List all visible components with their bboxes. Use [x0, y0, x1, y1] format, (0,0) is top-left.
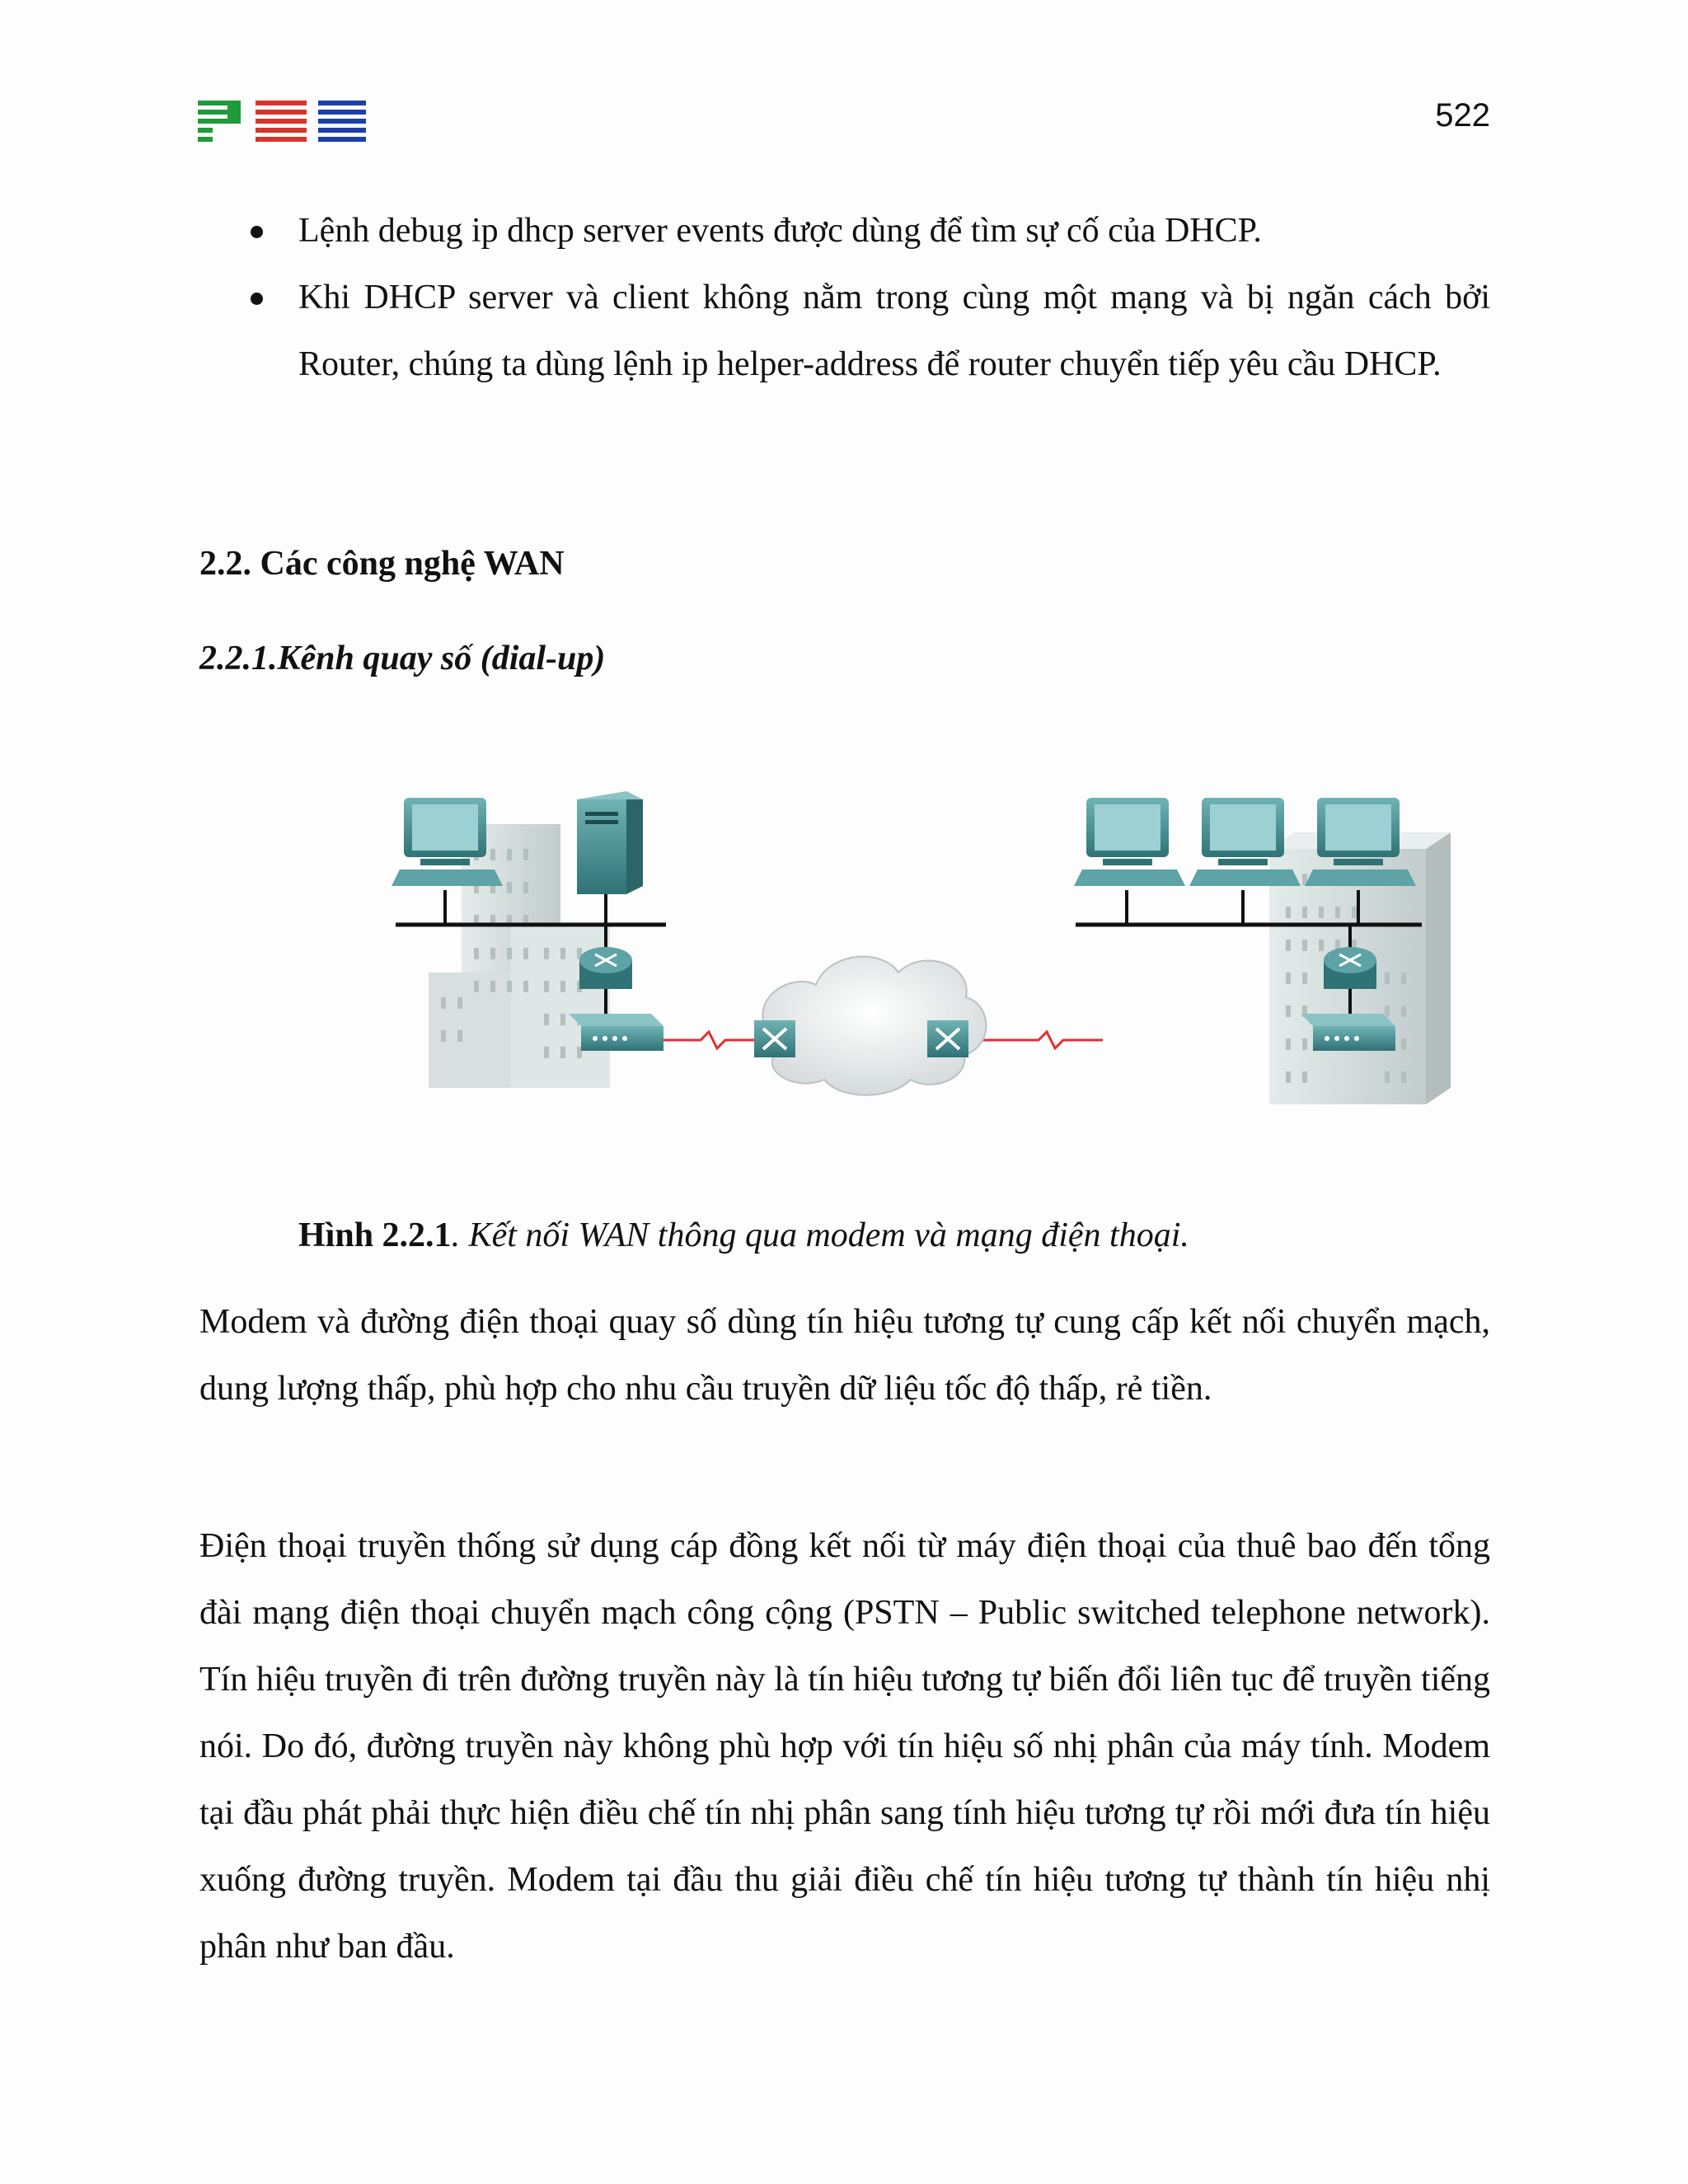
wan-dialup-diagram [379, 783, 1500, 1129]
router-icon [1324, 947, 1376, 989]
list-item-text: Lệnh debug ip dhcp server events được dùng để tìm sự cố của DHCP. [298, 212, 1262, 250]
bullet-icon [251, 293, 263, 305]
paragraph: Modem và đường điện thoại quay số dùng tín hiệu tương tự cung cấp kết nối chuyển mạch, dung lượng thấp, phù hợp cho nhu cầu truyền dữ liệu tốc độ thấp, rẻ tiền. [199, 1303, 1490, 1408]
computer-icon [1074, 798, 1185, 886]
figure-label: Hình 2.2.1 [298, 1216, 452, 1254]
computer-icon [1305, 798, 1416, 886]
modem-icon [1301, 1014, 1395, 1051]
router-icon [579, 947, 632, 989]
bullet-list [199, 198, 1490, 398]
section-heading: 2.2. Các công nghệ WAN [199, 545, 565, 583]
figure-caption [298, 1216, 1189, 1255]
server-icon [577, 791, 643, 894]
computer-icon [392, 798, 503, 886]
subsection-heading: 2.2.1.Kênh quay số (dial-up) [199, 640, 606, 677]
page-number: 522 [1435, 97, 1490, 134]
modem-icon [569, 1014, 663, 1051]
bullet-icon [251, 226, 263, 238]
switch-icon [754, 1020, 795, 1057]
list-item [199, 265, 1490, 398]
computer-icon [1189, 798, 1301, 886]
switch-icon [927, 1020, 968, 1057]
pnh-logo [198, 101, 367, 148]
figure-caption-text: . Kết nối WAN thông qua modem và mạng điện thoại. [451, 1216, 1189, 1254]
list-item [199, 198, 1490, 265]
paragraph: Điện thoại truyền thống sử dụng cáp đồng kết nối từ máy điện thoại của thuê bao đến tổng đài mạng điện thoại chuyển mạch công cộng (PSTN – Public switched telephone network). Tín hiệu truyền đi trên đường truyền này là tín hiệu tương tự biến đổi liên tục để truyền tiếng nói. Do đó, đường truyền này không phù hợp với tín hiệu số nhị phân của máy tính. Modem tại đầu phát phải thực hiện điều chế tín nhị phân sang tính hiệu tương tự rồi mới đưa tín hiệu xuống đường truyền. Modem tại đầu thu giải điều chế tín hiệu tương tự thành tín hiệu nhị phân như ban đầu. [199, 1527, 1490, 1966]
list-item-text: Khi DHCP server và client không nằm trong cùng một mạng và bị ngăn cách bởi Router, chúng ta dùng lệnh ip helper-address để router chuyển tiếp yêu cầu DHCP. [298, 279, 1490, 383]
